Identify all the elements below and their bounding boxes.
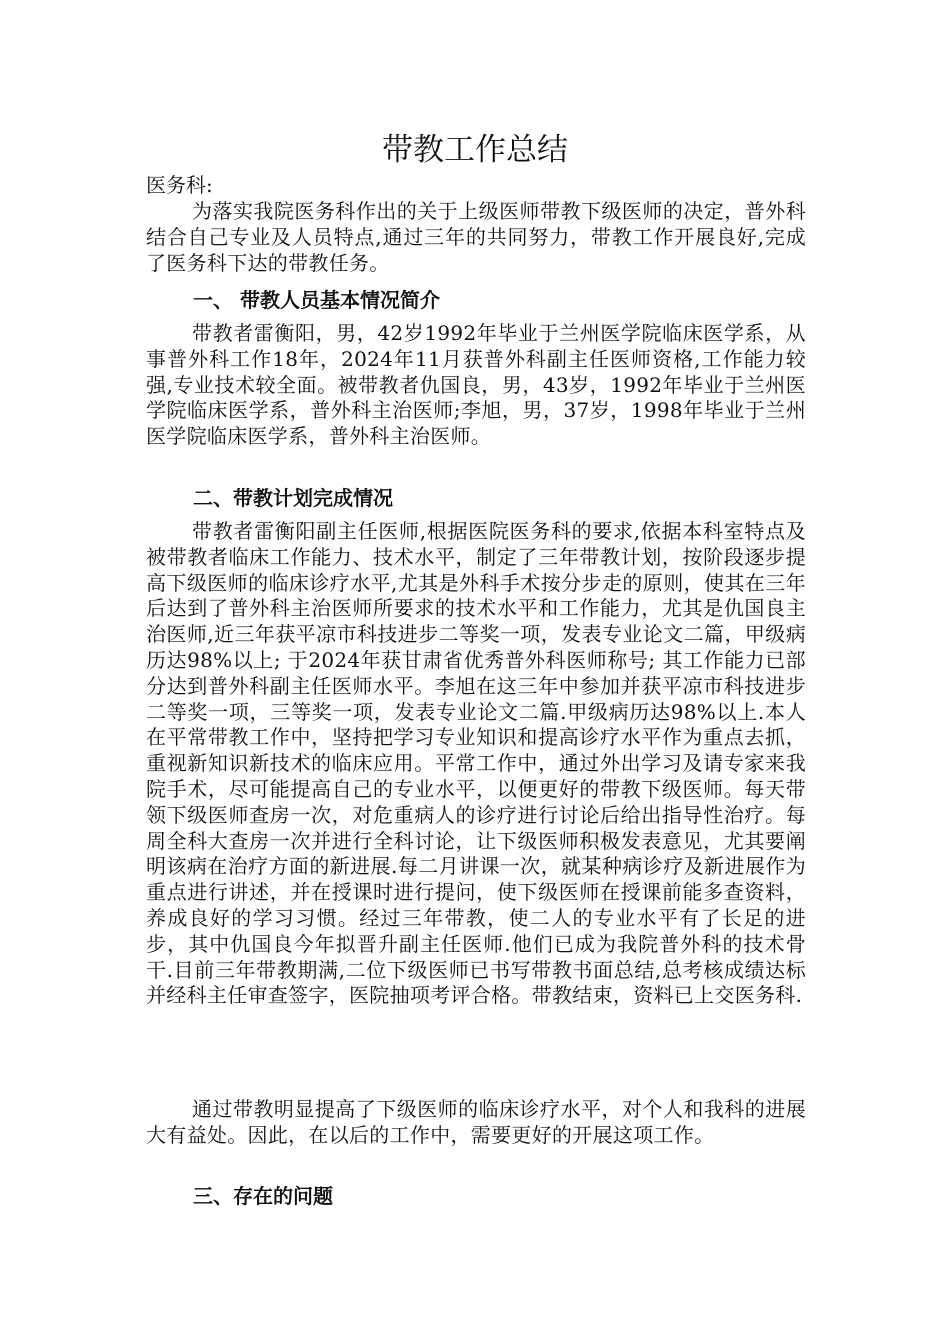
- document-title: 带教工作总结: [382, 132, 568, 168]
- intro-paragraph: 为落实我院医务科作出的关于上级医师带教下级医师的决定，普外科结合自己专业及人员特点,通过三年的共同努力，带教工作开展良好,完成了医务科下达的带教任务。: [146, 199, 806, 275]
- section-2-paragraph-1: 带教者雷衡阳副主任医师,根据医院医务科的要求,依据本科室特点及被带教者临床工作能力、技术水平，制定了三年带教计划，按阶段逐步提高下级医师的临床诊疗水平,尤其是外科手术按分步走的原则，使其在三年后达到了普外科主治医师所要求的技术水平和工作能力，尤其是仇国良主治医师,近三年获平凉市科技进步二等奖一项，发表专业论文二篇，甲级病历达98%以上; 于2024年获甘肃省优秀普外科医师称号; 其工作能力已部分达到普外科副主任医师水平。李旭在这三年中参加并获平凉市科技进步二等奖一项，三等奖一项，发表专业论文二篇.甲级病历达98%以上.本人在平常带教工作中，坚持把学习专业知识和提高诊疗水平作为重点去抓，重视新知识新技术的临床应用。平常工作中，通过外出学习及请专家来我院手术，尽可能提高自己的专业水平，以便更好的带教下级医师。每天带领下级医师查房一次，对危重病人的诊疗进行讨论后给出指导性治疗。每周全科大查房一次并进行全科讨论，让下级医师积极发表意见，尤其要阐明该病在治疗方面的新进展.每二月讲课一次，就某种病诊疗及新进展作为重点进行讲述，并在授课时进行提问，使下级医师在授课前能多查资料，养成良好的学习习惯。经过三年带教，使二人的专业水平有了长足的进步，其中仇国良今年拟晋升副主任医师.他们已成为我院普外科的技术骨干.目前三年带教期满,二位下级医师已书写带教书面总结,总考核成绩达标并经科主任审查签字，医院抽项考评合格。带教结束，资料已上交医务科.: [146, 519, 806, 1008]
- section-2-paragraph-2: 通过带教明显提高了下级医师的临床诊疗水平，对个人和我科的进展大有益处。因此，在以后的工作中，需要更好的开展这项工作。: [146, 1097, 806, 1147]
- section-heading-1: 一、 带教人员基本情况简介: [193, 288, 440, 312]
- salutation: 医务科:: [146, 173, 213, 197]
- section-heading-2: 二、带教计划完成情况: [193, 486, 393, 510]
- section-heading-3: 三、存在的问题: [193, 1184, 333, 1208]
- section-1-paragraph: 带教者雷衡阳，男，42岁1992年毕业于兰州医学院临床医学系，从事普外科工作18年，2024年11月获普外科副主任医师资格,工作能力较强,专业技术较全面。被带教者仇国良，男，43岁，1992年毕业于兰州医学院临床医学系，普外科主治医师;李旭，男，37岁，1998年毕业于兰州医学院临床医学系，普外科主治医师。: [146, 321, 806, 449]
